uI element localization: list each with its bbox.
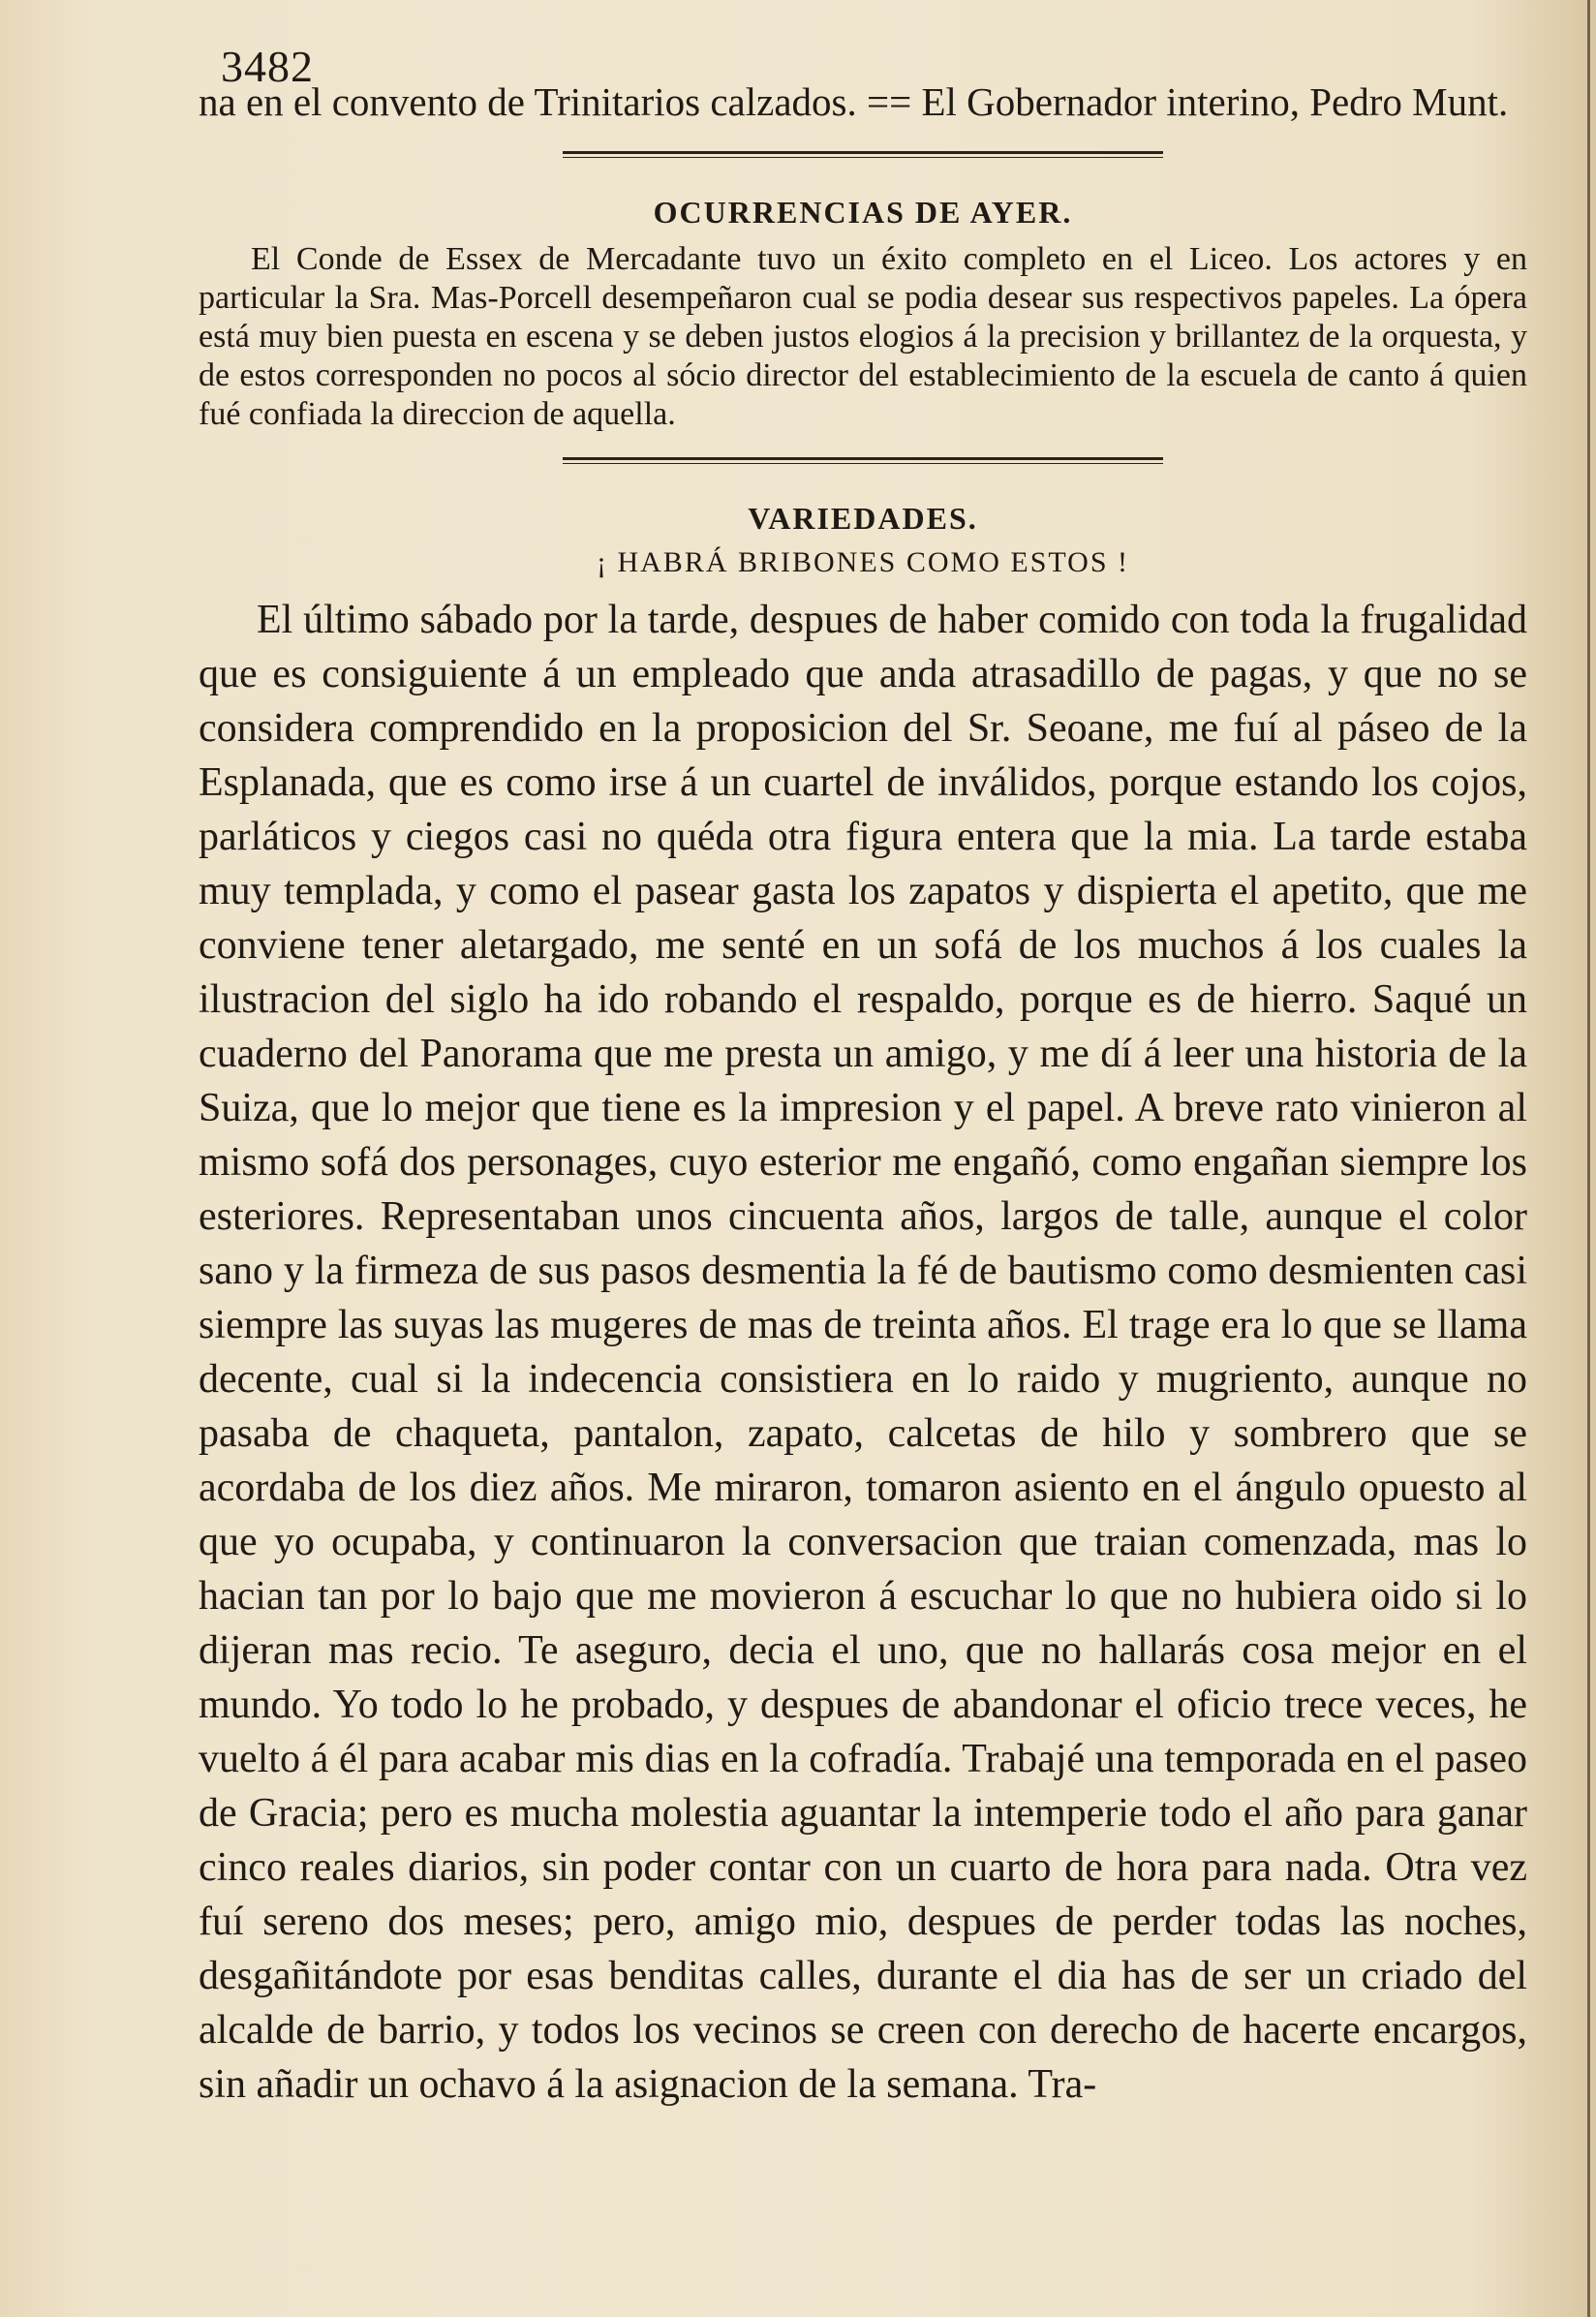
variedades-paragraph: El último sábado por la tarde, despues de haber comido con toda la frugalidad que es consiguiente á un empleado que anda atrasadillo de pagas, y que no se considera comprendido en la proposicion del Sr. Seoane, me fuí al páseo de la Esplanada, que es como irse á un cuartel de inválidos, porque estando los cojos, parláticos y ciegos casi no quéda otra figura entera que la mia. La tarde estaba muy templada, y como el pasear gasta los zapatos y dispierta el apetito, que me conviene tener aletargado, me senté en un sofá de los muchos á los cuales la ilustracion del siglo ha ido robando el respaldo, porque es de hierro. Saqué un cuaderno del Panorama que me presta un amigo, y me dí á leer una historia de la Suiza, que lo mejor que tiene es la impresion y el papel. A breve rato vinieron al mismo sofá dos personages, cuyo esterior me engañó, como engañan siempre los esteriores. Representaban unos cincuenta años, largos de talle, aunque el color sano y la firmeza de sus pasos desmentia la fé de bautismo como desmienten casi siempre las suyas las mugeres de mas de treinta años. El trage era lo que se llama decente, cual si la indecencia consistiera en lo raido y mugriento, aunque no pasaba de chaqueta, pantalon, zapato, calcetas de hilo y sombrero que se acordaba de los diez años. Me miraron, tomaron asiento en el ángulo opuesto al que yo ocupaba, y continuaron la conversacion que traian comenzada, mas lo hacian tan por lo bajo que me movieron á escuchar lo que no hubiera oido si lo dijeran mas recio. Te aseguro, decia el uno, que no hallarás cosa mejor en el mundo. Yo todo lo he probado, y despues de abandonar el oficio trece veces, he vuelto á él para acabar mis dias en la cofradía. Trabajé una temporada en el paseo de Gracia; pero es mucha molestia aguantar la intemperie todo el año para ganar cinco reales diarios, sin poder contar con un cuarto de hora para nada. Otra vez fuí sereno dos meses; pero, amigo mio, despues de perder todas las noches, desgañitándote por esas benditas calles, durante el dia has de ser un criado del alcalde de barrio, y todos los vecinos se creen con derecho de hacerte encargos, sin añadir un ochavo á la asignacion de la semana. Tra- [199, 598, 1527, 2107]
lead-paragraph: na en el convento de Trinitarios calzados. == El Gobernador interino, Pedro Munt. [199, 79, 1509, 124]
page-number: 3482 [221, 42, 314, 91]
section-heading-ocurrencias: OCURRENCIAS DE AYER. [653, 195, 1073, 230]
section-divider [563, 151, 1163, 158]
article-subheading: ¡ HABRÁ BRIBONES COMO ESTOS ! [596, 546, 1129, 578]
section-divider [563, 457, 1163, 464]
binding-edge [1587, 0, 1590, 2317]
ocurrencias-paragraph: El Conde de Essex de Mercadante tuvo un éxito completo en el Liceo. Los actores y en particular la Sra. Mas-Porcell desempeñaron cual se podia desear sus respectivos papeles. La ópera está muy bien puesta en escena y se deben justos elogios á la precision y brillantez de la orquesta, y de estos corresponden no pocos al sócio director del establecimiento de la escuela de canto á quien fué confiada la direccion de aquella. [199, 241, 1527, 432]
section-heading-variedades: VARIEDADES. [748, 501, 978, 536]
text-column [199, 79, 1527, 2112]
